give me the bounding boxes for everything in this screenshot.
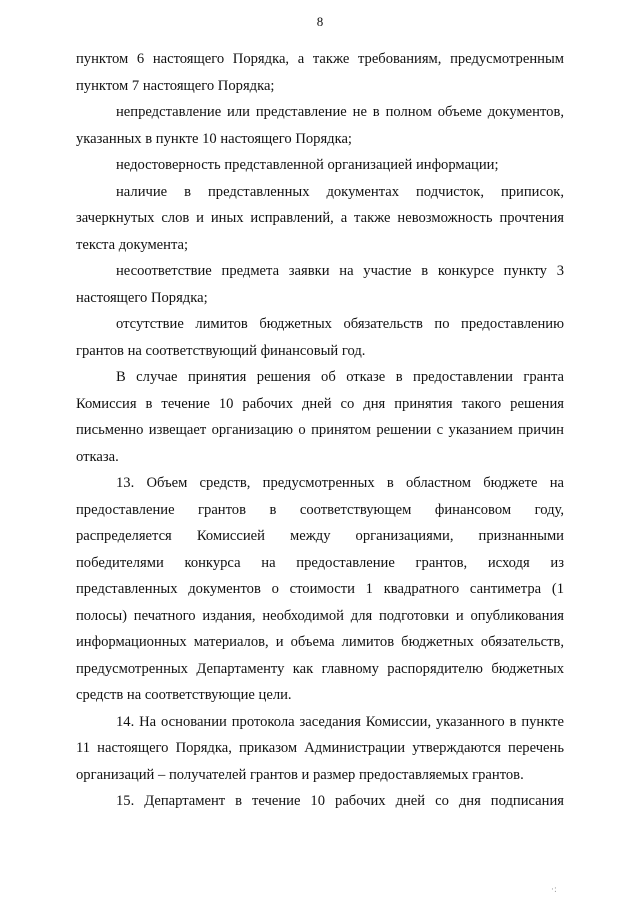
paragraph-item-15: 15. Департамент в течение 10 рабочих дней со дня подписания	[116, 793, 564, 809]
paragraph-refusal-notice: В случае принятия решения об отказе в предоставлении гранта Комиссия в течение 10 рабочих дней со дня принятия такого решения письменно извещает организацию о принятом решении с указанием причин отказа.	[76, 369, 564, 465]
paragraph-corrections: наличие в представленных документах подчисток, приписок, зачеркнутых слов и иных исправлений, а также невозможность прочтения текста документа;	[76, 183, 564, 253]
paragraph-no-limits: отсутствие лимитов бюджетных обязательств по предоставлению грантов на соответствующий финансовый год.	[76, 316, 564, 359]
paragraph-incomplete-documents: непредставление или представление не в полном объеме документов, указанных в пункте 10 настоящего Порядка;	[76, 104, 564, 147]
paragraph-unreliable-information: недостоверность представленной организацией информации;	[116, 157, 499, 173]
paragraph-item-13: 13. Объем средств, предусмотренных в областном бюджете на предоставление грантов в соответствующем финансовом году, распределяется Комиссией между организациями, признанными победителями конкурса на предоставление грантов, исходя из представленных документов о стоимости 1 квадратного сантиметра (1 полосы) печатного издания, необходимой для подготовки и опубликования информационных материалов, и объема лимитов бюджетных обязательств, предусмотренных Департаменту как главному распорядителю бюджетных средств на соответствующие цели.	[76, 475, 564, 703]
paragraph-continuation: пунктом 6 настоящего Порядка, а также требованиям, предусмотренным пунктом 7 настоящего Порядка;	[76, 51, 564, 94]
document-body	[76, 46, 564, 815]
paragraph-subject-mismatch: несоответствие предмета заявки на участие в конкурсе пункту 3 настоящего Порядка;	[76, 263, 564, 306]
page-number: 8	[316, 14, 324, 29]
scan-mark-icon: ·:	[551, 885, 557, 895]
paragraph-item-14: 14. На основании протокола заседания Комиссии, указанного в пункте 11 настоящего Порядка, приказом Администрации утверждаются перечень организаций – получателей грантов и размер предоставляемых грантов.	[76, 713, 564, 783]
